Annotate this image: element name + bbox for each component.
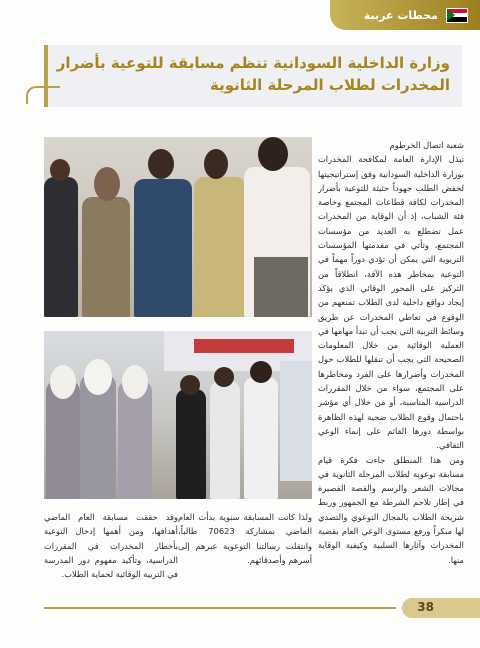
footer-rule xyxy=(44,607,396,609)
article-paragraph: ومن هذا المنطلق جاءت فكرة قيام مسابقة توعوية لطلاب المرحلة الثانوية في مجالات الشعر والرسم والقصة القصيرة في إطار تلاحم الشرطة مع الجمهور وربط شريحة الطلاب بالمجال التوعوي والتصدي لها مبكراً ورفع مستوى الوعي العام بقضية المخدرات وآثارها السلبية وكيفية الوقاية منها. xyxy=(318,454,464,565)
article-body-middle-column xyxy=(178,510,312,590)
students-exhibition-photo xyxy=(44,331,312,499)
page-number-tab xyxy=(402,598,480,618)
article-paragraph: وقد حققت مسابقة العام الماضي أهدافها، ومن أهمها إدخال التوعية بأخطار المخدرات في المقررات الدراسية، وتأكيد مفهوم دور المدرسة في التربية الوقائية لحماية الطلاب. xyxy=(44,512,178,580)
article-paragraph: تبذل الإدارة العامة لمكافحة المخدرات بوزارة الداخلية السودانية وفق إستراتيجيتها لخفض الطلب جهوداً حثيثة للتوعية بأضرار المخدرات لكافة قطاعات المجتمع وخاصة فئة الشباب، إذ أن الوقاية من المخدرات عمل تضطلع به العديد من مؤسسات المجتمع، وتأتي في مقدمتها المؤسسات التربوية التي يمكن أن تؤدي دوراً مهماً في التوعية بمخاطر هذه الآفة، انطلاقاً من التركيز على المحور الوقائي الذي يؤكد إيجاد دوافع داخلية لدى الطلاب تمنعهم من الوقوع في تعاطي المخدرات عن طريق وسائط التربية التي يجب أن تبدأ مهامها في العملية الوقائية من خلال المعلومات الصحيحة التي يجب أن تنقلها للطلاب حول المخدرات وأضرارها على الفرد ومخاطرها على المجتمع، سواء من خلال المقررات الدراسية المناسبة، أو من خلال أي مؤشر باحتمال وقوع الطلاب ضحية لهذه الظاهرة بواسطة دورها القائم على إنماء الوعي الثقافي. xyxy=(318,154,464,451)
page-number: 38 xyxy=(417,600,434,614)
section-label: محطات عربية xyxy=(363,8,438,22)
sudan-flag-icon xyxy=(446,8,468,23)
section-tab xyxy=(330,0,480,30)
article-byline: شعبة اتصال الخرطوم xyxy=(389,140,464,150)
article-body-right-column xyxy=(318,138,464,588)
article-headline: وزارة الداخلية السودانية تنظم مسابقة للتوعية بأضرار المخدرات لطلاب المرحلة الثانوية xyxy=(56,54,450,94)
ceremony-handshake-photo xyxy=(44,137,312,317)
article-paragraph: ولذا كانت المسابقة سنوية بدأت العام الماضي بمشاركة 70623 طالباً، وانتقلت رسالتنا التوعوية عبرهم إلى أسرهم وأصدقائهم. xyxy=(178,512,312,565)
article-body-left-column xyxy=(44,510,178,590)
